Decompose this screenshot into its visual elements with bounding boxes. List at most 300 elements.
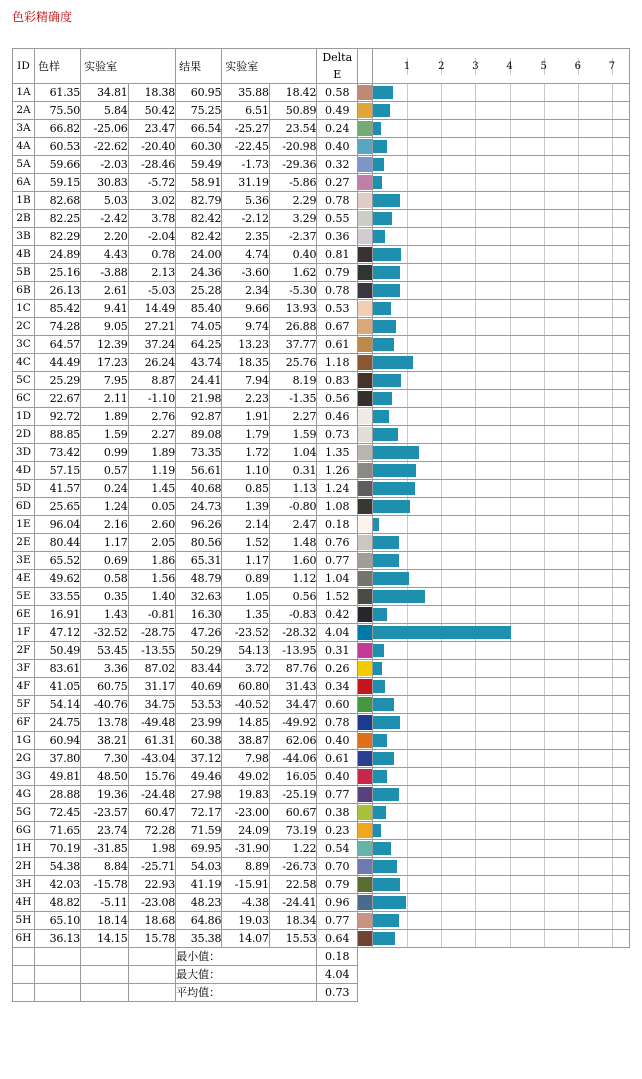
sample-L: 28.88 [34, 786, 80, 804]
color-swatch [358, 264, 373, 282]
sample-L: 50.49 [34, 642, 80, 660]
header-lab-result: 实验室 [222, 49, 317, 84]
color-swatch [358, 372, 373, 390]
delta-e-value: 0.64 [317, 930, 358, 948]
row-id: 3G [13, 768, 35, 786]
summary-blank-id [13, 948, 35, 966]
result-L: 25.28 [176, 282, 222, 300]
row-id: 5D [13, 480, 35, 498]
result-L: 41.19 [176, 876, 222, 894]
sample-b: -24.48 [128, 786, 176, 804]
table-row [13, 138, 630, 156]
summary-row [13, 966, 630, 984]
color-swatch [358, 318, 373, 336]
delta-e-bar [373, 194, 400, 207]
sample-L: 33.55 [34, 588, 80, 606]
delta-e-bar [373, 842, 391, 855]
result-a: 19.03 [222, 912, 270, 930]
axis-tick-1: 1 [403, 60, 411, 72]
sample-a: 0.58 [81, 570, 129, 588]
result-b: -5.30 [269, 282, 317, 300]
row-id: 1B [13, 192, 35, 210]
delta-e-value: 0.31 [317, 642, 358, 660]
sample-b: 2.05 [128, 534, 176, 552]
result-b: 13.93 [269, 300, 317, 318]
sample-L: 42.03 [34, 876, 80, 894]
result-a: 19.83 [222, 786, 270, 804]
delta-e-bar-cell [373, 228, 630, 246]
sample-b: 15.78 [128, 930, 176, 948]
result-L: 49.46 [176, 768, 222, 786]
row-id: 6E [13, 606, 35, 624]
sample-L: 44.49 [34, 354, 80, 372]
summary-blank [128, 948, 176, 966]
delta-e-bar-cell [373, 876, 630, 894]
delta-e-bar [373, 374, 401, 387]
delta-e-value: 0.77 [317, 552, 358, 570]
row-id: 2E [13, 534, 35, 552]
sample-a: 18.14 [81, 912, 129, 930]
result-a: 18.35 [222, 354, 270, 372]
row-id: 3F [13, 660, 35, 678]
row-id: 2F [13, 642, 35, 660]
result-L: 96.26 [176, 516, 222, 534]
result-b: 0.56 [269, 588, 317, 606]
table-row [13, 858, 630, 876]
sample-b: 60.47 [128, 804, 176, 822]
axis-tick-5: 5 [540, 60, 547, 72]
table-row [13, 876, 630, 894]
sample-a: -32.52 [81, 624, 129, 642]
delta-e-bar-cell [373, 750, 630, 768]
sample-b: 0.78 [128, 246, 176, 264]
sample-a: 0.99 [81, 444, 129, 462]
delta-e-value: 1.52 [317, 588, 358, 606]
sample-b: 26.24 [128, 354, 176, 372]
sample-a: 1.24 [81, 498, 129, 516]
sample-b: 1.19 [128, 462, 176, 480]
result-L: 82.42 [176, 228, 222, 246]
result-b: 25.76 [269, 354, 317, 372]
result-L: 69.95 [176, 840, 222, 858]
delta-e-bar-cell [373, 606, 630, 624]
sample-a: 2.20 [81, 228, 129, 246]
sample-a: 9.41 [81, 300, 129, 318]
sample-b: 3.02 [128, 192, 176, 210]
table-row [13, 768, 630, 786]
table-row [13, 786, 630, 804]
table-row [13, 390, 630, 408]
delta-e-value: 0.79 [317, 876, 358, 894]
delta-e-bar-cell [373, 354, 630, 372]
delta-e-bar [373, 626, 511, 639]
sample-b: -1.10 [128, 390, 176, 408]
summary-value: 4.04 [317, 966, 358, 984]
sample-a: 19.36 [81, 786, 129, 804]
delta-e-value: 0.67 [317, 318, 358, 336]
result-b: 18.34 [269, 912, 317, 930]
result-b: 22.58 [269, 876, 317, 894]
result-L: 73.35 [176, 444, 222, 462]
result-b: 1.60 [269, 552, 317, 570]
sample-L: 22.67 [34, 390, 80, 408]
color-swatch [358, 246, 373, 264]
row-id: 1A [13, 84, 35, 102]
row-id: 1H [13, 840, 35, 858]
summary-blank [81, 966, 129, 984]
row-id: 4B [13, 246, 35, 264]
color-swatch [358, 714, 373, 732]
result-a: 2.34 [222, 282, 270, 300]
sample-L: 47.12 [34, 624, 80, 642]
result-L: 74.05 [176, 318, 222, 336]
table-row [13, 354, 630, 372]
result-L: 21.98 [176, 390, 222, 408]
result-b: 73.19 [269, 822, 317, 840]
result-L: 59.49 [176, 156, 222, 174]
table-row [13, 840, 630, 858]
result-L: 35.38 [176, 930, 222, 948]
result-L: 40.69 [176, 678, 222, 696]
sample-b: 72.28 [128, 822, 176, 840]
sample-a: 8.84 [81, 858, 129, 876]
delta-e-bar-cell [373, 462, 630, 480]
summary-row [13, 984, 630, 1002]
delta-e-bar-cell [373, 822, 630, 840]
row-id: 4C [13, 354, 35, 372]
table-row [13, 714, 630, 732]
row-id: 5B [13, 264, 35, 282]
delta-e-value: 0.53 [317, 300, 358, 318]
summary-spacer [373, 984, 630, 1002]
row-id: 6A [13, 174, 35, 192]
summary-spacer [358, 948, 373, 966]
summary-row [13, 948, 630, 966]
delta-e-bar-cell [373, 84, 630, 102]
table-row [13, 480, 630, 498]
delta-e-bar-cell [373, 660, 630, 678]
delta-e-value: 0.77 [317, 786, 358, 804]
sample-b: 1.98 [128, 840, 176, 858]
sample-b: 2.60 [128, 516, 176, 534]
result-a: 1.52 [222, 534, 270, 552]
row-id: 6H [13, 930, 35, 948]
summary-blank [34, 948, 80, 966]
sample-b: 1.86 [128, 552, 176, 570]
color-swatch [358, 336, 373, 354]
axis-tick-3: 3 [472, 60, 479, 72]
delta-e-bar-cell [373, 390, 630, 408]
result-b: -29.36 [269, 156, 317, 174]
sample-b: 2.27 [128, 426, 176, 444]
delta-e-value: 0.32 [317, 156, 358, 174]
table-row [13, 642, 630, 660]
result-a: -25.27 [222, 120, 270, 138]
table-row [13, 228, 630, 246]
color-swatch [358, 480, 373, 498]
sample-a: 17.23 [81, 354, 129, 372]
delta-e-value: 1.24 [317, 480, 358, 498]
sample-a: 0.57 [81, 462, 129, 480]
sample-b: 2.76 [128, 408, 176, 426]
result-a: 9.74 [222, 318, 270, 336]
color-swatch [358, 390, 373, 408]
axis-tick-6: 6 [574, 60, 581, 72]
delta-e-bar [373, 266, 400, 279]
result-L: 71.59 [176, 822, 222, 840]
result-a: 8.89 [222, 858, 270, 876]
delta-e-value: 0.96 [317, 894, 358, 912]
delta-e-value: 0.83 [317, 372, 358, 390]
color-swatch [358, 156, 373, 174]
sample-L: 60.94 [34, 732, 80, 750]
color-swatch [358, 120, 373, 138]
table-row [13, 264, 630, 282]
row-id: 2D [13, 426, 35, 444]
summary-value: 0.73 [317, 984, 358, 1002]
sample-b: -28.46 [128, 156, 176, 174]
table-body [13, 49, 630, 1002]
sample-a: 9.05 [81, 318, 129, 336]
delta-e-value: 0.81 [317, 246, 358, 264]
table-row [13, 912, 630, 930]
summary-spacer [373, 948, 630, 966]
delta-e-bar [373, 302, 391, 315]
result-b: -1.35 [269, 390, 317, 408]
result-L: 85.40 [176, 300, 222, 318]
color-swatch [358, 912, 373, 930]
result-b: 1.13 [269, 480, 317, 498]
sample-a: 2.16 [81, 516, 129, 534]
result-L: 75.25 [176, 102, 222, 120]
row-id: 6B [13, 282, 35, 300]
sample-b: 8.87 [128, 372, 176, 390]
delta-e-bar-cell [373, 192, 630, 210]
delta-e-bar-cell [373, 732, 630, 750]
sample-b: 18.68 [128, 912, 176, 930]
axis-tick-4: 4 [506, 60, 513, 72]
delta-e-value: 0.40 [317, 732, 358, 750]
delta-e-value: 0.40 [317, 768, 358, 786]
result-L: 60.30 [176, 138, 222, 156]
delta-e-bar [373, 482, 415, 495]
delta-e-bar [373, 806, 386, 819]
table-row [13, 336, 630, 354]
result-b: 1.04 [269, 444, 317, 462]
delta-e-bar [373, 932, 395, 945]
row-id: 4G [13, 786, 35, 804]
delta-e-bar-cell [373, 588, 630, 606]
result-L: 16.30 [176, 606, 222, 624]
sample-a: 60.75 [81, 678, 129, 696]
sample-L: 85.42 [34, 300, 80, 318]
result-L: 66.54 [176, 120, 222, 138]
result-L: 32.63 [176, 588, 222, 606]
result-a: 13.23 [222, 336, 270, 354]
sample-a: 13.78 [81, 714, 129, 732]
delta-e-bar-cell [373, 318, 630, 336]
delta-e-value: 0.24 [317, 120, 358, 138]
row-id: 2G [13, 750, 35, 768]
result-b: -5.86 [269, 174, 317, 192]
delta-e-value: 0.78 [317, 714, 358, 732]
color-swatch [358, 732, 373, 750]
sample-L: 25.29 [34, 372, 80, 390]
row-id: 3D [13, 444, 35, 462]
result-b: 1.12 [269, 570, 317, 588]
result-b: -28.32 [269, 624, 317, 642]
result-L: 24.00 [176, 246, 222, 264]
result-b: 1.62 [269, 264, 317, 282]
color-swatch [358, 210, 373, 228]
delta-e-bar [373, 356, 413, 369]
delta-e-bar [373, 230, 385, 243]
table-row [13, 588, 630, 606]
sample-a: -22.62 [81, 138, 129, 156]
delta-e-bar-cell [373, 246, 630, 264]
result-b: -24.41 [269, 894, 317, 912]
sample-b: 23.47 [128, 120, 176, 138]
result-L: 80.56 [176, 534, 222, 552]
delta-e-bar-cell [373, 480, 630, 498]
table-row [13, 318, 630, 336]
delta-e-bar [373, 122, 381, 135]
sample-b: 18.38 [128, 84, 176, 102]
row-id: 5F [13, 696, 35, 714]
delta-e-bar [373, 212, 392, 225]
table-row [13, 156, 630, 174]
color-swatch [358, 606, 373, 624]
sample-a: 1.43 [81, 606, 129, 624]
sample-b: 50.42 [128, 102, 176, 120]
result-L: 83.44 [176, 660, 222, 678]
sample-L: 96.04 [34, 516, 80, 534]
row-id: 3C [13, 336, 35, 354]
table-row [13, 444, 630, 462]
delta-e-bar [373, 410, 389, 423]
delta-e-value: 0.56 [317, 390, 358, 408]
result-b: 2.47 [269, 516, 317, 534]
sample-a: 5.03 [81, 192, 129, 210]
sample-a: 7.95 [81, 372, 129, 390]
result-L: 60.38 [176, 732, 222, 750]
delta-e-value: 1.26 [317, 462, 358, 480]
delta-e-bar [373, 140, 387, 153]
sample-a: 3.36 [81, 660, 129, 678]
delta-e-bar-cell [373, 210, 630, 228]
delta-e-bar-cell [373, 786, 630, 804]
row-id: 2C [13, 318, 35, 336]
result-b: 18.42 [269, 84, 317, 102]
color-swatch [358, 408, 373, 426]
result-a: -1.73 [222, 156, 270, 174]
sample-b: -49.48 [128, 714, 176, 732]
row-id: 1E [13, 516, 35, 534]
delta-e-bar [373, 662, 382, 675]
table-row [13, 606, 630, 624]
sample-b: 22.93 [128, 876, 176, 894]
row-id: 2A [13, 102, 35, 120]
table-row [13, 174, 630, 192]
color-swatch [358, 930, 373, 948]
color-swatch [358, 876, 373, 894]
result-L: 27.98 [176, 786, 222, 804]
sample-a: -3.88 [81, 264, 129, 282]
sample-b: 87.02 [128, 660, 176, 678]
delta-e-bar [373, 176, 382, 189]
result-a: 1.91 [222, 408, 270, 426]
table-row [13, 246, 630, 264]
sample-L: 83.61 [34, 660, 80, 678]
summary-blank [81, 948, 129, 966]
delta-e-bar [373, 770, 387, 783]
row-id: 3E [13, 552, 35, 570]
sample-L: 37.80 [34, 750, 80, 768]
delta-e-bar-cell [373, 102, 630, 120]
delta-e-bar-cell [373, 426, 630, 444]
sample-b: 1.40 [128, 588, 176, 606]
color-swatch [358, 552, 373, 570]
delta-e-value: 0.26 [317, 660, 358, 678]
color-swatch [358, 894, 373, 912]
delta-e-value: 0.58 [317, 84, 358, 102]
delta-e-bar [373, 824, 381, 837]
summary-blank [81, 984, 129, 1002]
sample-a: 23.74 [81, 822, 129, 840]
result-L: 24.36 [176, 264, 222, 282]
table-header-row [13, 49, 630, 84]
color-swatch [358, 516, 373, 534]
summary-label: 最小值： [176, 948, 317, 966]
delta-e-bar-cell [373, 300, 630, 318]
table-row [13, 624, 630, 642]
result-a: 49.02 [222, 768, 270, 786]
row-id: 1F [13, 624, 35, 642]
header-lab-sample: 实验室 [81, 49, 176, 84]
row-id: 6F [13, 714, 35, 732]
result-L: 50.29 [176, 642, 222, 660]
sample-a: 5.84 [81, 102, 129, 120]
result-a: -22.45 [222, 138, 270, 156]
sample-a: 30.83 [81, 174, 129, 192]
sample-L: 49.62 [34, 570, 80, 588]
table-row [13, 300, 630, 318]
delta-e-value: 0.61 [317, 336, 358, 354]
result-L: 64.86 [176, 912, 222, 930]
color-swatch [358, 588, 373, 606]
row-id: 5C [13, 372, 35, 390]
delta-e-bar-cell [373, 858, 630, 876]
result-a: 4.74 [222, 246, 270, 264]
summary-blank [128, 966, 176, 984]
result-L: 92.87 [176, 408, 222, 426]
result-b: 23.54 [269, 120, 317, 138]
result-L: 48.79 [176, 570, 222, 588]
color-swatch [358, 858, 373, 876]
delta-e-value: 1.08 [317, 498, 358, 516]
color-swatch [358, 660, 373, 678]
result-b: 37.77 [269, 336, 317, 354]
result-a: 14.85 [222, 714, 270, 732]
sample-a: 0.35 [81, 588, 129, 606]
sample-b: -13.55 [128, 642, 176, 660]
sample-a: 12.39 [81, 336, 129, 354]
table-row [13, 660, 630, 678]
delta-e-value: 0.18 [317, 516, 358, 534]
row-id: 5G [13, 804, 35, 822]
sample-L: 59.15 [34, 174, 80, 192]
color-swatch [358, 678, 373, 696]
